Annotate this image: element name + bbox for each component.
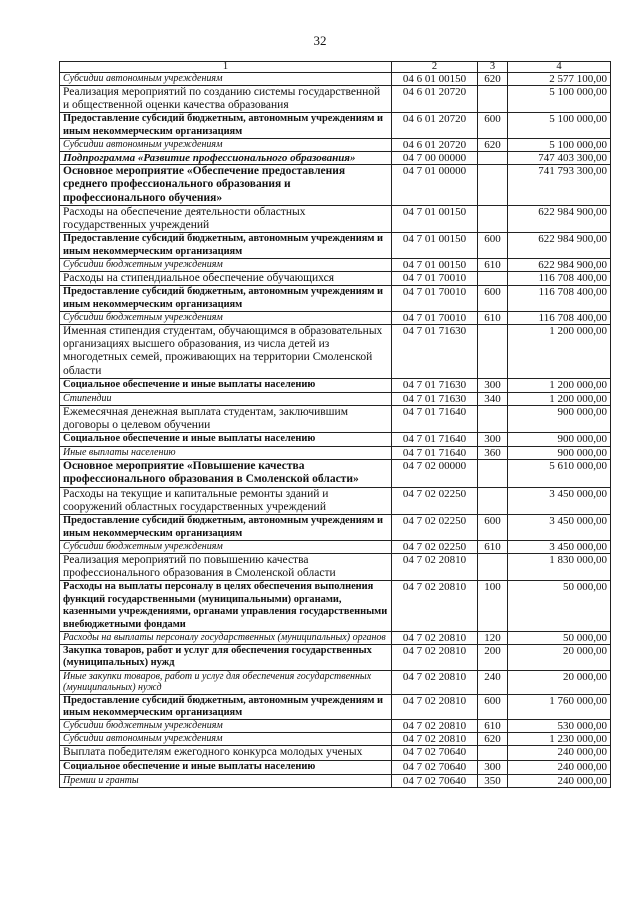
row-type-cell: 300 <box>478 760 508 774</box>
table-row <box>60 487 611 514</box>
row-code-cell: 04 6 01 00150 <box>392 73 478 86</box>
row-sum-cell: 240 000,00 <box>508 760 611 774</box>
row-name-cell: Субсидии бюджетным учреждениям <box>60 259 392 272</box>
table-row <box>60 378 611 392</box>
row-name-cell: Социальное обеспечение и иные выплаты населению <box>60 433 392 447</box>
row-sum-cell: 900 000,00 <box>508 405 611 432</box>
row-name-cell: Расходы на выплаты персоналу государственных (муниципальных) органов <box>60 631 392 644</box>
row-name-cell: Именная стипендия студентам, обучающимся в образовательных организациях высшего образования, из числа детей из многодетных семей, проживающих на территории Смоленской области <box>60 325 392 379</box>
row-sum-cell: 741 793 300,00 <box>508 165 611 206</box>
header-cell-sum: 4 <box>508 62 611 73</box>
budget-table <box>59 61 611 788</box>
row-name-cell: Выплата победителям ежегодного конкурса молодых ученых <box>60 746 392 760</box>
row-sum-cell: 5 100 000,00 <box>508 86 611 113</box>
row-code-cell: 04 6 01 20720 <box>392 86 478 113</box>
row-code-cell: 04 7 00 00000 <box>392 152 478 165</box>
table-row <box>60 113 611 139</box>
row-code-cell: 04 7 02 00000 <box>392 460 478 487</box>
row-sum-cell: 50 000,00 <box>508 631 611 644</box>
row-sum-cell: 1 200 000,00 <box>508 378 611 392</box>
row-sum-cell: 622 984 900,00 <box>508 205 611 232</box>
table-row <box>60 774 611 787</box>
row-sum-cell: 20 000,00 <box>508 644 611 670</box>
row-code-cell: 04 7 01 71630 <box>392 392 478 405</box>
row-type-cell <box>478 86 508 113</box>
row-code-cell: 04 7 01 70010 <box>392 272 478 286</box>
row-type-cell <box>478 205 508 232</box>
row-sum-cell: 2 577 100,00 <box>508 73 611 86</box>
header-cell-name: 1 <box>60 62 392 73</box>
row-sum-cell: 5 610 000,00 <box>508 460 611 487</box>
table-body <box>60 73 611 788</box>
table-row <box>60 392 611 405</box>
table-row <box>60 152 611 165</box>
table-row <box>60 644 611 670</box>
table-row <box>60 720 611 733</box>
row-name-cell: Предоставление субсидий бюджетным, автономным учреждениям и иным некоммерческим организациям <box>60 286 392 312</box>
row-name-cell: Стипендии <box>60 392 392 405</box>
row-name-cell: Расходы на выплаты персоналу в целях обеспечения выполнения функций государственными (муниципальными) органами, казенными учреждениями, органами управления государственными внебюджетными фондами <box>60 581 392 632</box>
row-name-cell: Закупка товаров, работ и услуг для обеспечения государственных (муниципальных) нужд <box>60 644 392 670</box>
row-type-cell: 240 <box>478 670 508 694</box>
row-sum-cell: 1 760 000,00 <box>508 694 611 720</box>
row-code-cell: 04 6 01 20720 <box>392 113 478 139</box>
row-name-cell: Субсидии бюджетным учреждениям <box>60 312 392 325</box>
table-row <box>60 312 611 325</box>
row-sum-cell: 116 708 400,00 <box>508 286 611 312</box>
row-type-cell: 600 <box>478 286 508 312</box>
table-row <box>60 86 611 113</box>
row-type-cell <box>478 272 508 286</box>
row-type-cell: 600 <box>478 694 508 720</box>
table-row <box>60 670 611 694</box>
row-type-cell: 300 <box>478 433 508 447</box>
row-name-cell: Предоставление субсидий бюджетным, автономным учреждениям и иным некоммерческим организациям <box>60 113 392 139</box>
table-row <box>60 694 611 720</box>
row-type-cell: 620 <box>478 73 508 86</box>
row-type-cell: 340 <box>478 392 508 405</box>
row-type-cell: 600 <box>478 515 508 541</box>
row-type-cell: 120 <box>478 631 508 644</box>
table-row <box>60 553 611 580</box>
row-code-cell: 04 7 01 00000 <box>392 165 478 206</box>
row-name-cell: Предоставление субсидий бюджетным, автономным учреждениям и иным некоммерческим организациям <box>60 515 392 541</box>
row-type-cell <box>478 152 508 165</box>
row-name-cell: Расходы на текущие и капитальные ремонты зданий и сооружений областных государственных учреждений <box>60 487 392 514</box>
table-row <box>60 73 611 86</box>
table-row <box>60 433 611 447</box>
table-row <box>60 581 611 632</box>
row-sum-cell: 1 830 000,00 <box>508 553 611 580</box>
page-number: 32 <box>313 33 327 48</box>
row-type-cell: 100 <box>478 581 508 632</box>
row-code-cell: 04 7 02 20810 <box>392 644 478 670</box>
table-row <box>60 540 611 553</box>
row-name-cell: Социальное обеспечение и иные выплаты населению <box>60 378 392 392</box>
row-name-cell: Иные закупки товаров, работ и услуг для обеспечения государственных (муниципальных) нужд <box>60 670 392 694</box>
row-code-cell: 04 7 01 70010 <box>392 286 478 312</box>
row-code-cell: 04 7 01 71640 <box>392 447 478 460</box>
table-row <box>60 631 611 644</box>
row-code-cell: 04 7 01 00150 <box>392 205 478 232</box>
row-type-cell <box>478 746 508 760</box>
table-row <box>60 272 611 286</box>
row-code-cell: 04 7 02 70640 <box>392 760 478 774</box>
table-row <box>60 139 611 152</box>
row-type-cell: 600 <box>478 113 508 139</box>
table-row <box>60 286 611 312</box>
row-type-cell: 620 <box>478 733 508 746</box>
row-code-cell: 04 7 01 71640 <box>392 433 478 447</box>
table-row <box>60 515 611 541</box>
header-cell-type: 3 <box>478 62 508 73</box>
table-row <box>60 233 611 259</box>
row-code-cell: 04 7 02 02250 <box>392 515 478 541</box>
row-name-cell: Реализация мероприятий по созданию системы государственной и общественной оценки качества образования <box>60 86 392 113</box>
row-sum-cell: 5 100 000,00 <box>508 113 611 139</box>
table-row <box>60 205 611 232</box>
table-row <box>60 165 611 206</box>
row-name-cell: Предоставление субсидий бюджетным, автономным учреждениям и иным некоммерческим организациям <box>60 694 392 720</box>
header-cell-code: 2 <box>392 62 478 73</box>
row-type-cell: 620 <box>478 139 508 152</box>
table-row <box>60 259 611 272</box>
table-row <box>60 325 611 379</box>
row-type-cell <box>478 487 508 514</box>
row-code-cell: 04 7 01 71630 <box>392 378 478 392</box>
table-row <box>60 405 611 432</box>
row-sum-cell: 3 450 000,00 <box>508 487 611 514</box>
row-type-cell <box>478 405 508 432</box>
row-sum-cell: 5 100 000,00 <box>508 139 611 152</box>
row-sum-cell: 622 984 900,00 <box>508 233 611 259</box>
row-type-cell: 610 <box>478 312 508 325</box>
row-code-cell: 04 7 02 20810 <box>392 631 478 644</box>
table-row <box>60 460 611 487</box>
row-name-cell: Субсидии автономным учреждениям <box>60 733 392 746</box>
row-name-cell: Субсидии бюджетным учреждениям <box>60 720 392 733</box>
row-name-cell: Иные выплаты населению <box>60 447 392 460</box>
row-sum-cell: 900 000,00 <box>508 447 611 460</box>
row-name-cell: Реализация мероприятий по повышению качества профессионального образования в Смоленской области <box>60 553 392 580</box>
row-code-cell: 04 7 02 70640 <box>392 746 478 760</box>
row-name-cell: Подпрограмма «Развитие профессионального образования» <box>60 152 392 165</box>
row-name-cell: Субсидии автономным учреждениям <box>60 73 392 86</box>
row-sum-cell: 3 450 000,00 <box>508 540 611 553</box>
row-type-cell: 200 <box>478 644 508 670</box>
table-row <box>60 733 611 746</box>
row-code-cell: 04 7 01 71630 <box>392 325 478 379</box>
row-sum-cell: 1 200 000,00 <box>508 325 611 379</box>
row-code-cell: 04 7 01 71640 <box>392 405 478 432</box>
row-type-cell <box>478 165 508 206</box>
row-sum-cell: 240 000,00 <box>508 746 611 760</box>
row-code-cell: 04 7 01 00150 <box>392 259 478 272</box>
row-name-cell: Основное мероприятие «Обеспечение предоставления среднего профессионального образования и профессионального обучения» <box>60 165 392 206</box>
row-name-cell: Субсидии бюджетным учреждениям <box>60 540 392 553</box>
row-code-cell: 04 7 02 70640 <box>392 774 478 787</box>
row-code-cell: 04 7 02 02250 <box>392 487 478 514</box>
row-code-cell: 04 7 02 20810 <box>392 553 478 580</box>
row-type-cell <box>478 553 508 580</box>
row-type-cell: 300 <box>478 378 508 392</box>
row-code-cell: 04 6 01 20720 <box>392 139 478 152</box>
row-name-cell: Премии и гранты <box>60 774 392 787</box>
row-name-cell: Субсидии автономным учреждениям <box>60 139 392 152</box>
row-sum-cell: 1 230 000,00 <box>508 733 611 746</box>
table-header-row <box>60 62 611 73</box>
row-sum-cell: 530 000,00 <box>508 720 611 733</box>
table-row <box>60 447 611 460</box>
row-type-cell <box>478 460 508 487</box>
row-sum-cell: 622 984 900,00 <box>508 259 611 272</box>
row-code-cell: 04 7 02 20810 <box>392 670 478 694</box>
row-name-cell: Расходы на стипендиальное обеспечение обучающихся <box>60 272 392 286</box>
row-name-cell: Социальное обеспечение и иные выплаты населению <box>60 760 392 774</box>
row-sum-cell: 116 708 400,00 <box>508 272 611 286</box>
row-code-cell: 04 7 01 70010 <box>392 312 478 325</box>
row-name-cell: Основное мероприятие «Повышение качества профессионального образования в Смоленской области» <box>60 460 392 487</box>
row-type-cell <box>478 325 508 379</box>
row-sum-cell: 747 403 300,00 <box>508 152 611 165</box>
table-row <box>60 746 611 760</box>
row-code-cell: 04 7 02 20810 <box>392 720 478 733</box>
row-sum-cell: 900 000,00 <box>508 433 611 447</box>
row-code-cell: 04 7 01 00150 <box>392 233 478 259</box>
table-row <box>60 760 611 774</box>
row-type-cell: 350 <box>478 774 508 787</box>
row-sum-cell: 240 000,00 <box>508 774 611 787</box>
row-sum-cell: 116 708 400,00 <box>508 312 611 325</box>
row-code-cell: 04 7 02 20810 <box>392 581 478 632</box>
row-code-cell: 04 7 02 02250 <box>392 540 478 553</box>
row-sum-cell: 50 000,00 <box>508 581 611 632</box>
row-type-cell: 610 <box>478 259 508 272</box>
row-type-cell: 610 <box>478 540 508 553</box>
row-name-cell: Ежемесячная денежная выплата студентам, заключившим договоры о целевом обучении <box>60 405 392 432</box>
row-sum-cell: 1 200 000,00 <box>508 392 611 405</box>
row-code-cell: 04 7 02 20810 <box>392 733 478 746</box>
row-code-cell: 04 7 02 20810 <box>392 694 478 720</box>
row-sum-cell: 20 000,00 <box>508 670 611 694</box>
row-type-cell: 360 <box>478 447 508 460</box>
row-type-cell: 610 <box>478 720 508 733</box>
row-type-cell: 600 <box>478 233 508 259</box>
row-name-cell: Предоставление субсидий бюджетным, автономным учреждениям и иным некоммерческим организациям <box>60 233 392 259</box>
row-name-cell: Расходы на обеспечение деятельности областных государственных учреждений <box>60 205 392 232</box>
row-sum-cell: 3 450 000,00 <box>508 515 611 541</box>
